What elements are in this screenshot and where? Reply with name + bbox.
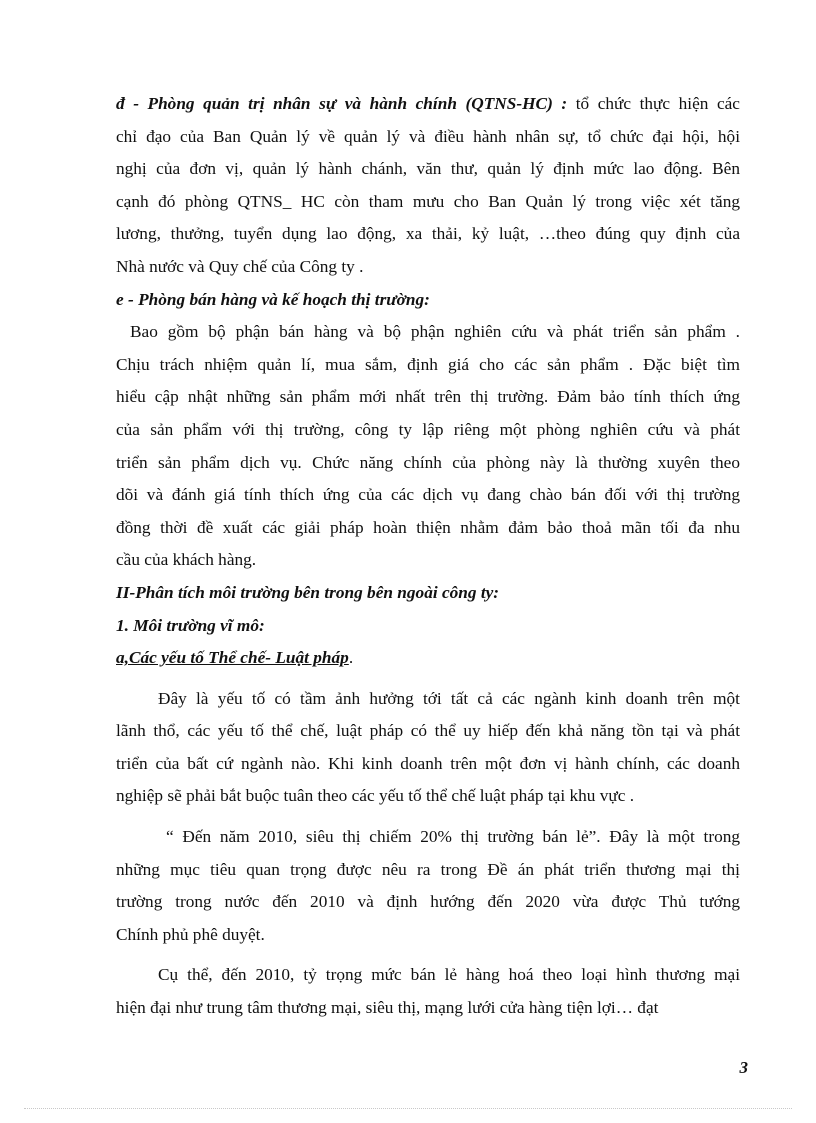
text-line: trường trong nước đến 2010 và định hướng đến 2020 vừa được Thủ tướng [116, 892, 740, 912]
text-line: hiểu cập nhật những sản phẩm mới nhất trên thị trường. Đảm bảo tính thích ứng [116, 387, 740, 407]
text-line: của sản phẩm với thị trường, công ty lập riêng một phòng nghiên cứu và phát [116, 419, 740, 439]
text-line: chỉ đạo của Ban Quản lý về quản lý và điều hành nhân sự, tổ chức đại hội, hội [116, 126, 740, 146]
text-line: dõi và đánh giá tính thích ứng của các dịch vụ đang chào bán đối với thị trường [116, 485, 740, 505]
text-line: Cụ thể, đến 2010, tỷ trọng mức bán lẻ hàng hoá theo loại hình thương mại [158, 965, 740, 985]
page-bottom-divider [24, 1108, 792, 1109]
text-line: hiện đại như trung tâm thương mại, siêu thị, mạng lưới cửa hàng tiện lợi… đạt [116, 998, 659, 1018]
page-number: 3 [739, 1058, 748, 1077]
text-line: Nhà nước và Quy chế của Công ty . [116, 256, 364, 276]
text-line: Đây là yếu tố có tầm ảnh hưởng tới tất cả các ngành kinh doanh trên một [158, 688, 740, 708]
page-content [116, 88, 740, 1025]
section-e-heading: e - Phòng bán hàng và kế hoạch thị trường: [116, 289, 430, 309]
text-line: lương, thưởng, tuyển dụng lao động, xa thải, kỷ luật, …theo đúng quy định của [116, 224, 740, 244]
subsection-a-heading: a,Các yếu tố Thể chế- Luật pháp [116, 648, 349, 668]
text-line: nghiệp sẽ phải bắt buộc tuân theo các yếu tố thể chế luật pháp tại khu vực . [116, 786, 635, 806]
text-line: lãnh thổ, các yếu tố thể chế, luật pháp có thể uy hiếp đến khả năng tồn tại và phát [116, 721, 740, 741]
text-line: nghị của đơn vị, quản lý hành chánh, văn thư, quản lý định mức lao động. Bên [116, 159, 740, 179]
text-line: cầu của khách hàng. [116, 550, 257, 570]
text-line: triển của bất cứ ngành nào. Khi kinh doanh trên một đơn vị hành chính, các doanh [116, 753, 740, 773]
section-d-text: tổ chức thực hiện các [575, 94, 740, 113]
text-line: những mục tiêu quan trọng được nêu ra trong Đề án phát triển thương mại thị [116, 859, 740, 879]
text-line: Chịu trách nhiệm quản lí, mua sắm, định giá cho các sản phẩm . Đặc biệt tìm [116, 354, 740, 374]
section-d-heading: đ - Phòng quản trị nhân sự và hành chính (QTNS-HC) : [116, 94, 568, 113]
subsection-a-heading-line [116, 642, 740, 675]
section-ii-heading: II-Phân tích môi trường bên trong bên ngoài công ty: [116, 582, 500, 602]
subsection-1-heading: 1. Môi trường vĩ mô: [116, 615, 265, 635]
text-line: đồng thời đề xuất các giải pháp hoàn thiện nhằm đảm bảo thoả mãn tối đa nhu [116, 517, 740, 537]
text-line: cạnh đó phòng QTNS_ HC còn tham mưu cho Ban Quản lý trong việc xét tăng [116, 191, 740, 211]
text-line: “ Đến năm 2010, siêu thị chiếm 20% thị trường bán lẻ”. Đây là một trong [166, 827, 740, 847]
subsection-a-tail: . [348, 648, 354, 668]
text-line: triển sản phẩm dịch vụ. Chức năng chính của phòng này là thường xuyên theo [116, 452, 740, 472]
text-line: Chính phủ phê duyệt. [116, 924, 265, 944]
text-line: Bao gồm bộ phận bán hàng và bộ phận nghiên cứu và phát triển sản phẩm . [130, 322, 740, 342]
section-d-line-1 [116, 88, 740, 121]
